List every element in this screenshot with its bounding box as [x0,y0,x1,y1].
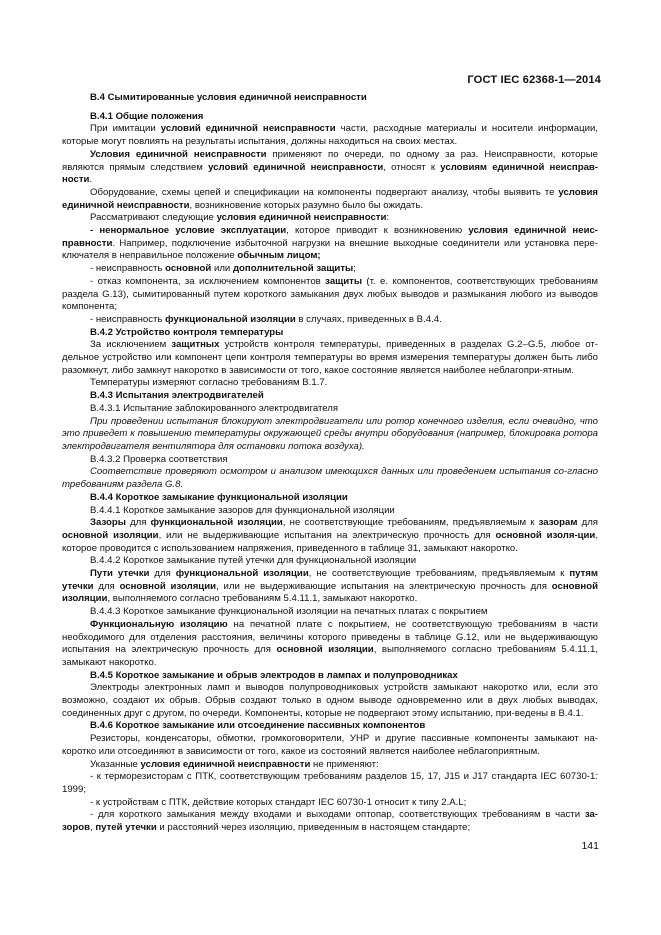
paragraph: - отказ компонента, за исключением компонентов защиты (т. е. компонентов, соответствующих требованиям раздела G.13), сымитированный путем короткого замыкания двух любых выводов и размыкания любого из выводов компонента; [62,275,598,313]
paragraph: Резисторы, конденсаторы, обмотки, громкоговорители, УНР и другие пассивные компоненты замыкают на-коротко или отсоединяют в зависимости от того, какое из состояний является наиболее неблагоприятным. [62,733,598,757]
paragraph: Соответствие проверяют осмотром и анализом имеющихся данных или проведением испытания со-гласно требованиям раздела G.8. [62,466,598,491]
paragraph: Функциональную изоляцию на печатной плате с покрытием, не соответствующую требованиям в части необходимого для отделения расстояния, величины которого приведены в таблице G.12, или не выдерживающую испытания на электрическую прочность для основной изоляции, выполняемого согласно требованиям 5.4.11.1, замыкают накоротко. [62,618,598,668]
section-heading: B.4.4 Короткое замыкание функциональной изоляции [90,491,348,503]
paragraph: - к терморезисторам с ПТК, соответствующим требованиям разделов 15, 17, J15 и J17 стандарта IEC 60730-1: 1999; [62,771,598,795]
paragraph: B.4.4.3 Короткое замыкание функциональной изоляции на печатных платах с покрытием [90,606,488,618]
page-number: 141 [581,840,599,852]
paragraph: - для короткого замыкания между входами и выходами оптопар, соответствующих требованиям в части за-зоров, путей утечки и расстояний через изоляцию, приведенным в настоящем стандарте; [62,809,598,834]
section-heading: B.4.5 Короткое замыкание и обрыв электродов в лампах и полупроводниках [90,669,458,681]
paragraph: Пути утечки для функциональной изоляции, не соответствующие требованиям, предъявляемым к путям утечки для основной изоляции, или не выдерживающие испытания на электрическую прочность для основной изоляции, выполняемого согласно требованиям 5.4.11.1, замыкают накоротко. [62,568,598,605]
paragraph: При проведении испытания блокируют электродвигатели или ротор конечного изделия, если очевидно, что это приведет к повышению температуры окружающей среды внутри оборудования (например, блокировка ротора электродвигателя вентилятора для остановки потока воздуха). [62,415,598,452]
section-heading: B.4.2 Устройство контроля температуры [90,326,284,338]
paragraph: - неисправность функциональной изоляции в случаях, приведенных в B.4.4. [90,313,442,325]
section-heading: B.4.6 Короткое замыкание или отсоединение пассивных компонентов [90,720,426,732]
paragraph: - неисправность основной или дополнительной защиты; [90,263,356,275]
paragraph: B.4.4.2 Короткое замыкание путей утечки для функциональной изоляции [90,555,417,567]
paragraph: При имитации условий единичной неисправности части, расходные материалы и носители информации, которые могут повлиять на результаты испытания, должны находиться на своих местах. [62,123,598,148]
paragraph: - к устройствам с ПТК, действие которых стандарт IEC 60730-1 относит к типу 2.A.L; [90,796,467,808]
paragraph: B.4.4.1 Короткое замыкание зазоров для функциональной изоляции [90,504,395,516]
document-body [62,92,598,835]
page-header: ГОСТ IEC 62368-1—2014 [467,74,601,86]
section-heading: B.4.3 Испытания электродвигателей [90,390,264,402]
paragraph: - ненормальное условие эксплуатации, которое приводит к возникновению условия единичной неис-правности. Например, подключение избыточной нагрузки на внешние выходные соединители или установка пере-ключателя в неправильное положение обычным лицом; [62,225,598,262]
paragraph: Электроды электронных ламп и выводов полупроводниковых устройств замыкают накоротко или, если это возможно, создают их обрыв. Обрыв создают только в одном выводе одновременно или в двух любых выводах, соединенных друг с другом, по очереди. Компоненты, которые не подвергают этому испытанию, при-ведены в B.4.1. [62,682,598,719]
paragraph: Температуры измеряют согласно требованиям B.1.7. [90,377,328,389]
paragraph: Указанные условия единичной неисправности не применяют: [90,758,379,770]
paragraph: За исключением защитных устройств контроля температуры, приведенных в разделах G.2–G.5, любое от-дельное устройство или компонент цепи контроля температуры во время измерения температуры должен быть либо разомкнут, либо замкнут накоротко в зависимости от того, какое состояние является наиболее неблагопри-ятным. [62,339,598,376]
section-heading: B.4.1 Общие положения [90,110,204,122]
paragraph: B.4.3.1 Испытание заблокированного электродвигателя [90,402,339,414]
paragraph: Оборудование, схемы цепей и спецификации на компоненты подвергают анализу, чтобы выявить те условия единичной неисправности, возникновение которых разумно было бы ожидать. [62,186,598,211]
section-heading: B.4 Сымитированные условия единичной неисправности [90,92,367,103]
paragraph: Условия единичной неисправности применяют по очереди, по одному за раз. Неисправности, которые являются прямым следствием условий единичной неисправности, относят к условиям единичной неисправ-ности. [62,148,598,186]
paragraph: Рассматривают следующие условия единичной неисправности: [90,212,390,224]
paragraph: B.4.3.2 Проверка соответствия [90,453,228,465]
paragraph: Зазоры для функциональной изоляции, не соответствующие требованиям, предъявляемым к зазорам для основной изоляции, или не выдерживающие испытания на электрическую прочность для основной изоля-ции, которое проводится с использованием напряжения, приведенного в таблице 31, замыкают накоротко. [62,517,598,554]
